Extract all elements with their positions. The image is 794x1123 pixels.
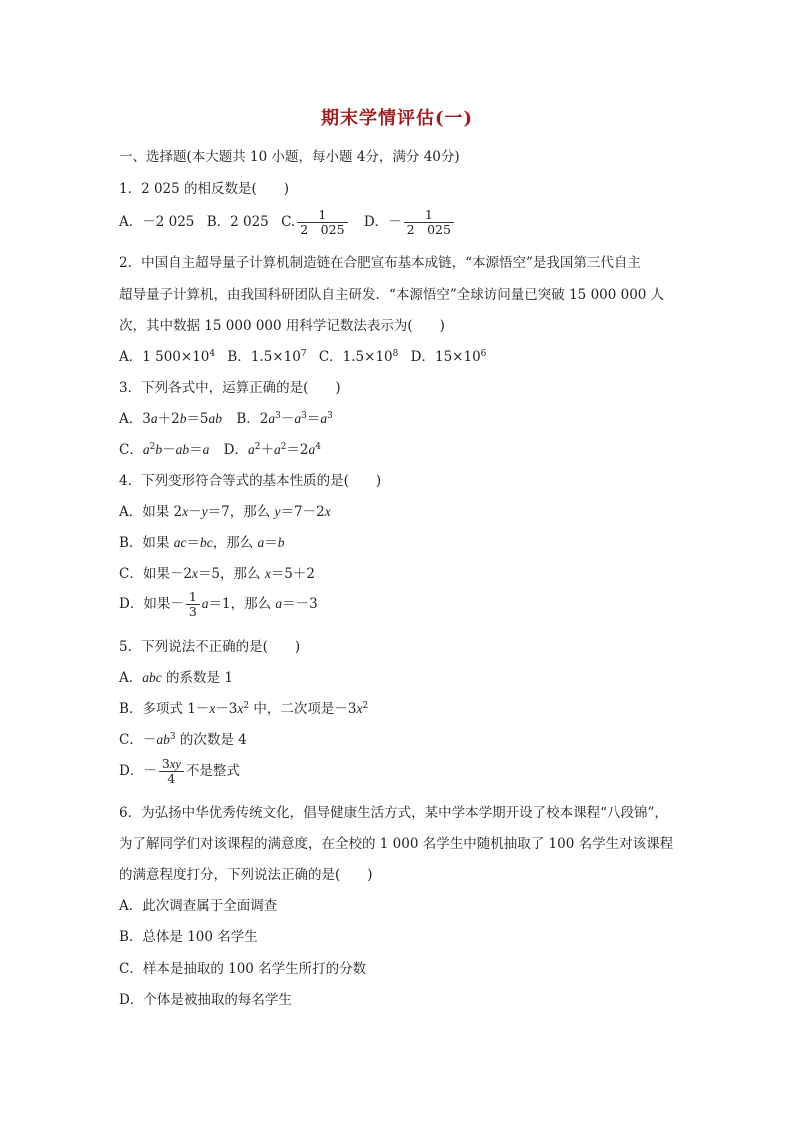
question-6-option-c: C．样本是抽取的 100 名学生所打的分数 (119, 961, 367, 977)
question-5-option-d: D．－ $\frac{3xy}{4}$ 不是整式 (119, 756, 240, 786)
question-2-line-3: 次，其中数据 15 000 000 用科学记数法表示为( ) (119, 318, 445, 334)
option-a: A．1 $500\times 10^4$ (119, 349, 216, 365)
question-3-stem: 3．下列各式中，运算正确的是( ) (119, 380, 341, 396)
option-b: B．$1.5\times 10^7$ (227, 349, 307, 365)
question-1-stem: 1．2 025 的相反数是( ) (119, 181, 290, 197)
fraction: $\frac{1}{3}$ (186, 590, 200, 619)
page-title: 期末学情评估(一) (320, 108, 474, 129)
question-5-option-a: A．abc 的系数是 1 (119, 670, 233, 686)
option-d: D．$15\times 10^6$ (410, 349, 487, 365)
question-6-line-2: 为了解同学们对该课程的满意度，在全校的 1 000 名学生中随机抽取了 100 名学生对该课程 (119, 836, 674, 852)
question-3-options-ab (119, 407, 333, 427)
question-5-option-c: C．$-ab^3$ 的次数是 4 (119, 732, 247, 748)
question-4-option-d: D．如果－ $\frac{1}{3}$ a＝1，那么 a＝－3 (119, 589, 318, 619)
question-6-option-d: D．个体是被抽取的每名学生 (119, 992, 292, 1008)
section-heading: 一、选择题(本大题共 10 小题，每小题 4分，满分 40分) (119, 149, 460, 165)
question-6-option-a: A．此次调查属于全面调查 (119, 898, 278, 914)
option-d: D．$a^2+a^2=2a^4$ (223, 442, 321, 458)
question-5-option-b: B．多项式 $1-x-3x^2$ 中，二次项是$-3x^2$ (119, 701, 369, 717)
option-b: B．2 025 (206, 214, 269, 230)
question-4-option-a: A．如果 2x－y＝7，那么 y＝7－2x (119, 504, 331, 520)
option-d: D．－ $\frac{1}{2 025}$ (364, 214, 456, 230)
question-6-line-3: 的满意程度打分，下列说法正确的是( ) (119, 867, 373, 883)
option-c: C．$a^2b-ab=a$ (119, 442, 210, 458)
question-5-stem: 5．下列说法不正确的是( ) (119, 639, 301, 655)
question-4-option-c: C．如果－2x＝5，那么 x＝5＋2 (119, 566, 315, 582)
option-b: B．$2a^3-a^3=a^3$ (236, 411, 333, 427)
fraction: $\frac{1}{2 025}$ (297, 208, 347, 237)
question-1-options (119, 208, 456, 237)
question-2-line-1: 2．中国自主超导量子计算机制造链在合肥宣布基本成链，“本源悟空”是我国第三代自主 (119, 255, 641, 271)
question-4-stem: 4．下列变形符合等式的基本性质的是( ) (119, 473, 382, 489)
option-a: A．－2 025 (119, 214, 195, 230)
question-2-options (119, 345, 486, 365)
question-4-option-b: B．如果 ac＝bc，那么 a＝b (119, 535, 285, 551)
fraction: $\frac{1}{2 025}$ (404, 208, 454, 237)
fraction: $\frac{3xy}{4}$ (159, 757, 184, 786)
question-6-line-1: 6．为弘扬中华优秀传统文化，倡导健康生活方式，某中学本学期开设了校本课程“八段锦”， (119, 805, 668, 821)
option-a: A．3a＋2b＝5ab (119, 411, 223, 427)
option-c: C. $\frac{1}{2 025}$ (281, 214, 349, 230)
option-c: C．$1.5\times 10^8$ (318, 349, 399, 365)
question-2-line-2: 超导量子计算机，由我国科研团队自主研发．“本源悟空”全球访问量已突破 15 000 000 人 (119, 287, 665, 303)
question-6-option-b: B．总体是 100 名学生 (119, 929, 258, 945)
question-3-options-cd (119, 438, 321, 458)
